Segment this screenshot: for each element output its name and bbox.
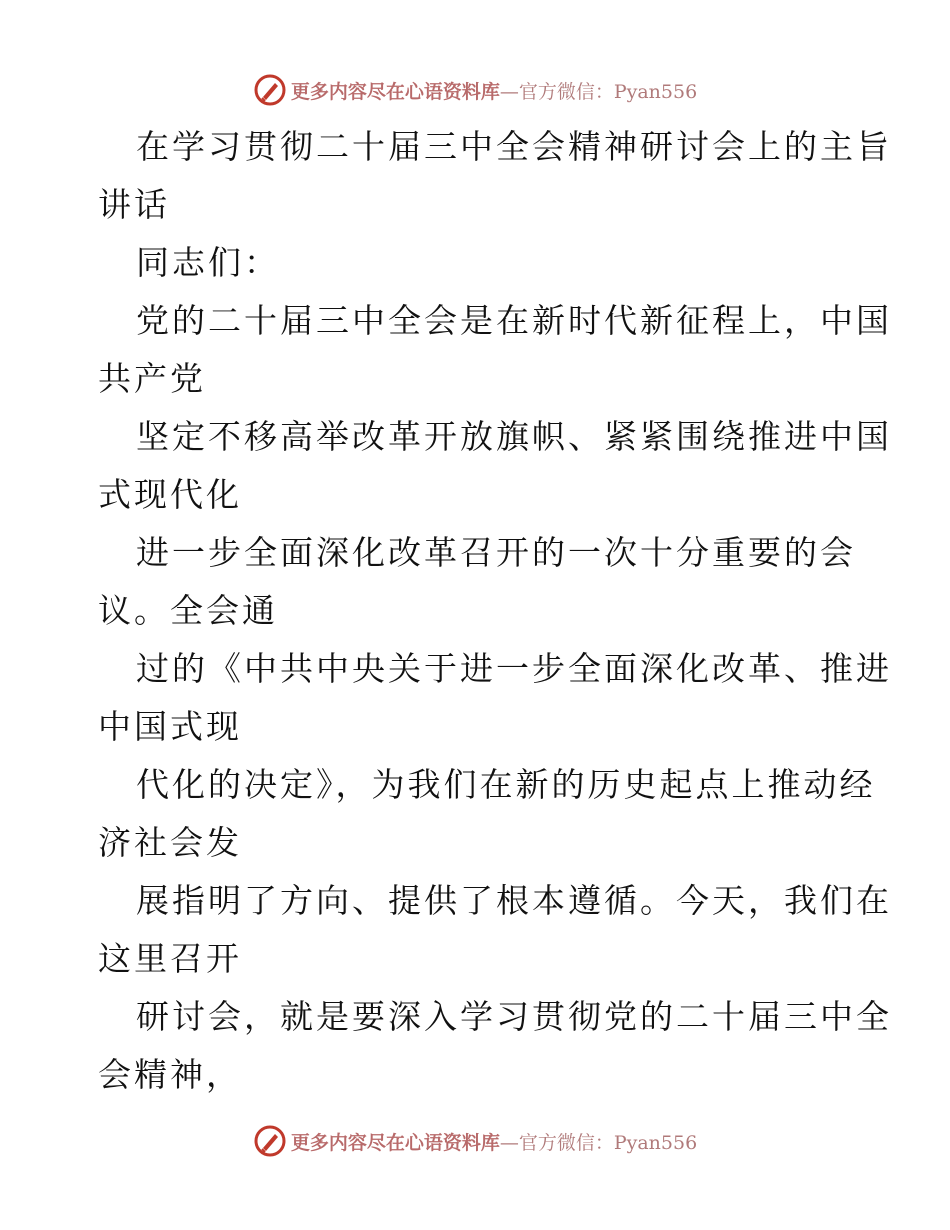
paragraph-line: 济社会发 [98,823,242,862]
paragraph-line: 这里召开 [98,939,242,978]
pen-logo-icon [253,1124,287,1158]
paragraph-line: 代化的决定》，为我们在新的历史起点上推动经 [136,765,876,804]
paragraph-line: 进一步全面深化改革召开的一次十分重要的会 [136,533,856,572]
paragraph-line: 党的二十届三中全会是在新时代新征程上，中国 [136,301,892,340]
watermark-wechat-text: 官方微信：Pyan556 [518,80,698,103]
watermark-wechat-text: 官方微信：Pyan556 [518,1131,698,1154]
watermark-separator: — [499,80,519,103]
paragraph-line: 展指明了方向、提供了根本遵循。今天，我们在 [136,881,892,920]
paragraph-line: 会精神， [98,1055,242,1094]
paragraph-line: 过的《中共中央关于进一步全面深化改革、推进 [136,649,892,688]
salutation: 同志们： [136,243,280,282]
paragraph-line: 坚定不移高举改革开放旗帜、紧紧围绕推进中国 [136,417,892,456]
watermark-separator: — [499,1131,519,1154]
paragraph-line: 式现代化 [98,475,242,514]
title-line-2: 讲话 [98,185,170,224]
paragraph-line: 中国式现 [98,707,242,746]
header-watermark [0,70,950,110]
paragraph-line: 共产党 [98,359,206,398]
watermark-main-text: 更多内容尽在心语资料库 [290,1131,500,1154]
pen-logo-icon [253,73,287,107]
title-line-1: 在学习贯彻二十届三中全会精神研讨会上的主旨 [136,127,892,166]
paragraph-line: 议。全会通 [98,591,278,630]
footer-watermark [0,1121,950,1161]
watermark-main-text: 更多内容尽在心语资料库 [290,80,500,103]
document-body [98,118,892,1104]
paragraph-line: 研讨会，就是要深入学习贯彻党的二十届三中全 [136,997,892,1036]
